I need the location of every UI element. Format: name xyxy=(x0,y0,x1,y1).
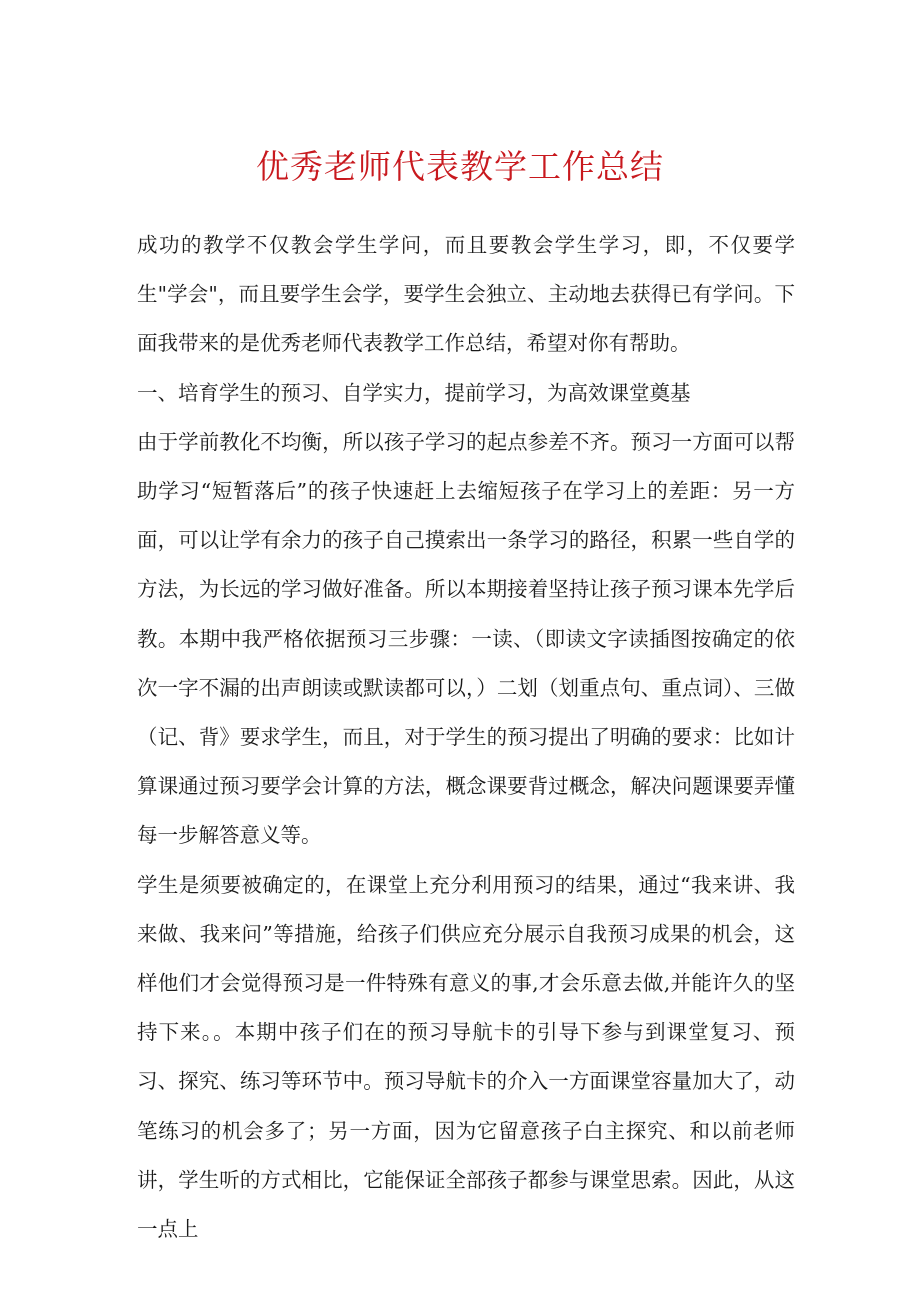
paragraph-intro: 成功的教学不仅教会学生学问，而且要教会学生学习，即，不仅要学生"学会"，而且要学生会学，要学生会独立、主动地去获得已有学问。下面我带来的是优秀老师代表教学工作总结，希望对你有帮助。 xyxy=(137,233,795,356)
section-heading-1: 一、培育学生的预习、自学实力，提前学习，为高效课堂奠基 xyxy=(137,380,691,405)
paragraph-preview-steps: 由于学前教化不均衡，所以孩子学习的起点参差不齐。预习一方面可以帮助学习“短暂落后”的孩子快速赶上去缩短孩子在学习上的差距：另一方面，可以让学有余力的孩子自己摸索出一条学习的路径，积累一些自学的方法，为长远的学习做好准备。所以本期接着坚持让孩子预习课本先学后教。本期中我严格依据预习三步骤：一读、（即读文字读插图按确定的依次一字不漏的出声朗读或默读都可以，）二划（划重点句、重点词）、三做（记、背》要求学生，而且，对于学生的预习提出了明确的要求：比如计算课通过预习要学会计算的方法，概念课要背过概念，解决问题课要弄懂每一步解答意义等。 xyxy=(137,429,795,848)
document-body xyxy=(137,221,795,1254)
paragraph-preview-guide: 学生是须要被确定的，在课堂上充分利用预习的结果，通过“我来讲、我来做、我来问”等措施，给孩子们供应充分展示自我预习成果的机会，这样他们才会觉得预习是一件特殊有意义的事,才会乐意去做,并能许久的坚持下来。。本期中孩子们在的预习导航卡的引导下参与到课堂复习、预习、探究、练习等环节中。预习导航卡的介入一方面课堂容量加大了，动笔练习的机会多了；另一方面，因为它留意孩子白主探究、和以前老师讲，学生听的方式相比，它能保证全部孩子都参与课堂思索。因此，从这一点上 xyxy=(137,872,795,1242)
document-title: 优秀老师代表教学工作总结 xyxy=(256,147,664,186)
